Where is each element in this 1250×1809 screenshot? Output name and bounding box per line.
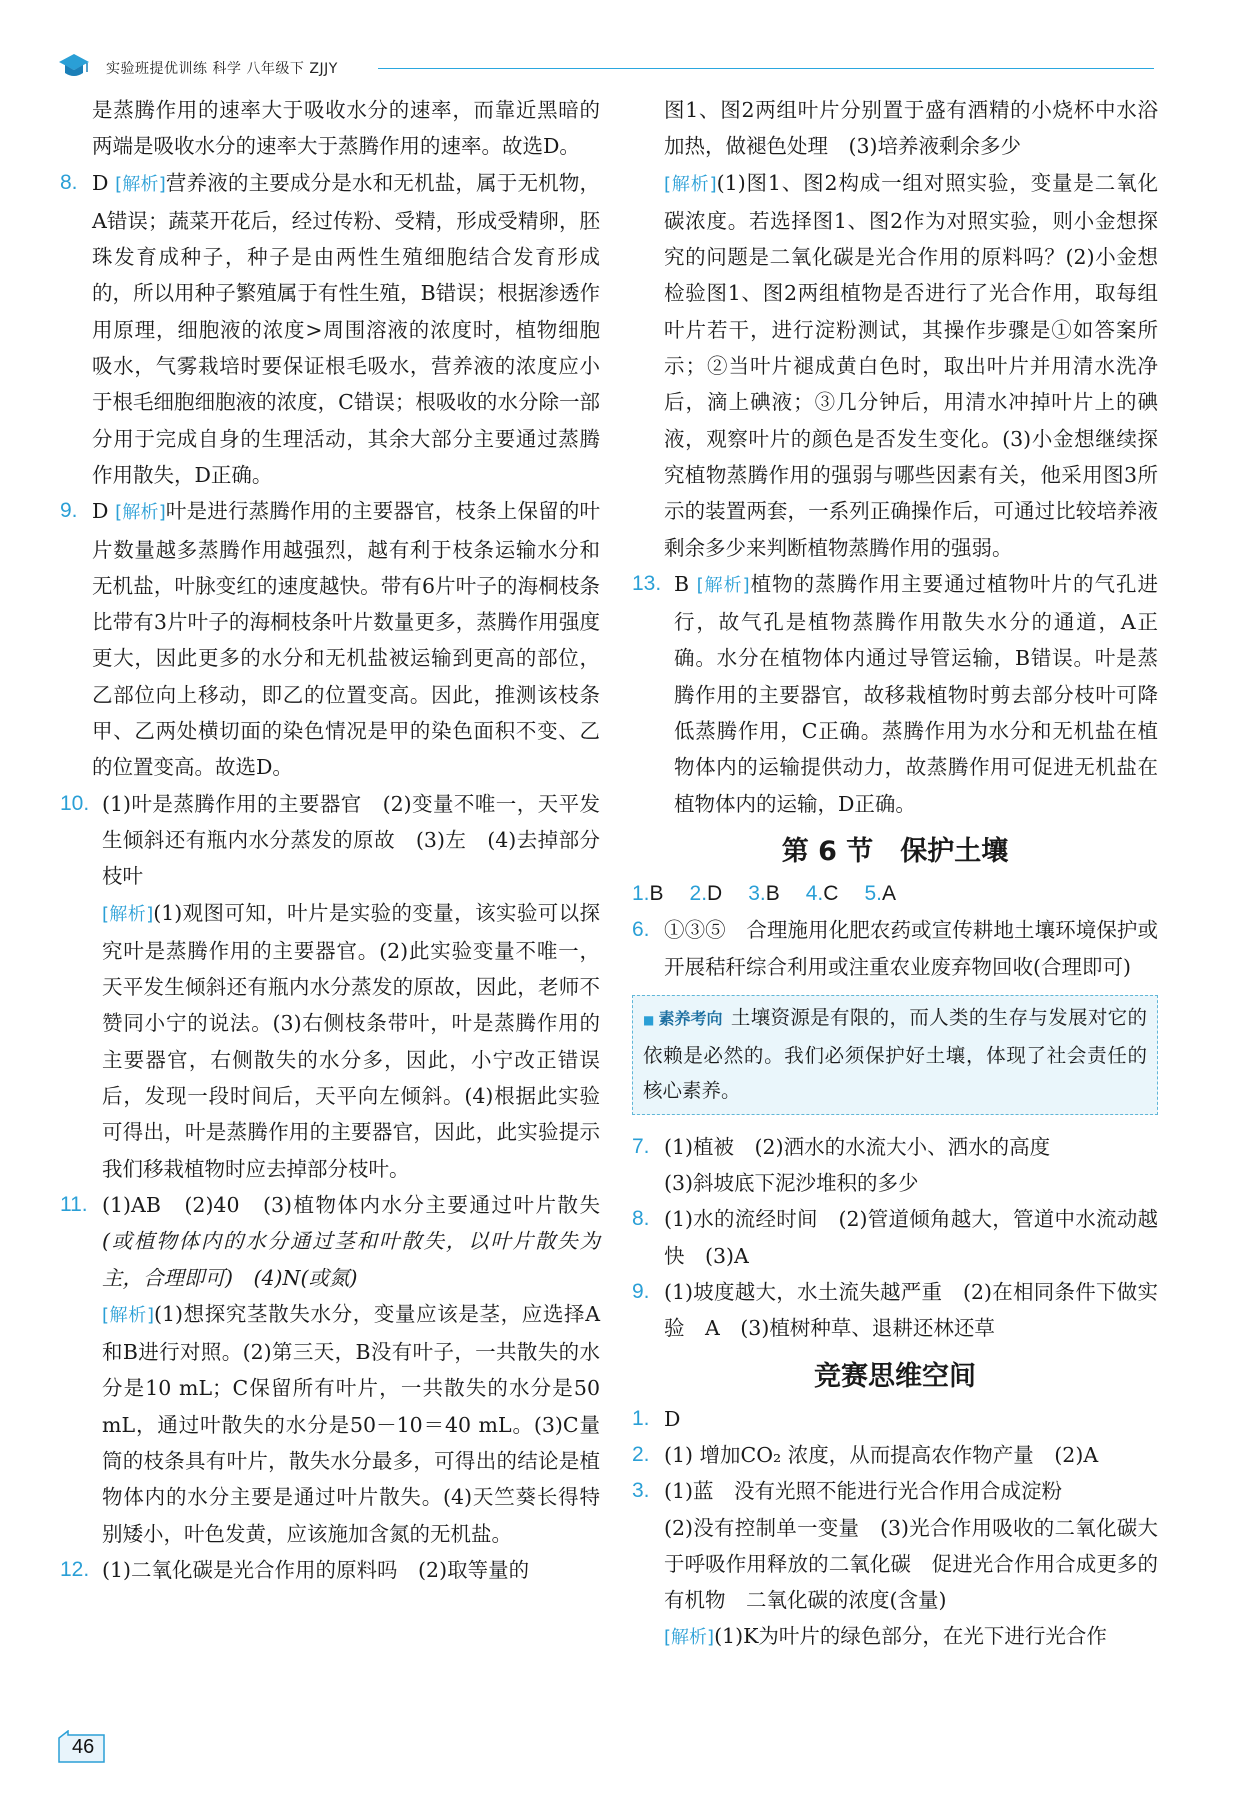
answer: (1)AB (2)40 (3)植物体内水分主要通过叶片散失 (102, 1192, 600, 1217)
answer: (1)植被 (2)洒水的水流大小、洒水的高度 (664, 1134, 1051, 1159)
analysis-tag: [ 解析 ] (115, 502, 166, 523)
question-7 (632, 1129, 1158, 1202)
question-number: 6. (632, 918, 650, 942)
analysis-tag: [ 解析 ] (664, 1627, 714, 1648)
answer: B (765, 881, 780, 905)
analysis-text: (1)图1、图2构成一组对照实验，变量是二氧化碳浓度。若选择图1、图2作为对照实验，则小金想探究的问题是二氧化碳是光合作用的原料吗？(2)小金想检验图1、图2两组植物是否进行了光合作用，取每组叶片若干，进行淀粉测试，其操作步骤是①如答案所示；②当叶片褪成黄白色时，取出叶片并用清水洗净后，滴上碘液；③几分钟后，用清水冲掉叶片上的碘液，观察叶片的颜色是否发生变化。(3)小金想继续探究植物蒸腾作用的强弱与哪些因素有关，他采用图3所示的装置两套，一系列正确操作后，可通过比较培养液剩余多少来判断植物蒸腾作用的强弱。 (664, 170, 1159, 560)
question-number: 8. (632, 1207, 650, 1231)
answer: D (664, 1406, 681, 1431)
question-2 (632, 1437, 1158, 1473)
book-title: 实验班提优训练 科学 八年级下 ZJJY (106, 61, 338, 77)
question-number: 7. (632, 1134, 650, 1158)
callout-text: 土壤资源是有限的，而人类的生存与发展对它的依赖是必然的。我们必须保护好土壤，体现了社会责任的核心素养。 (643, 1005, 1147, 1102)
analysis-tag: [ 解析 ] (102, 904, 153, 925)
answer: B (649, 881, 664, 905)
question-9 (632, 1274, 1158, 1347)
question-number: 3. (748, 881, 766, 905)
answer: (2)没有控制单一变量 (3)光合作用吸收的二氧化碳大于呼吸作用释放的二氧化碳 促进光合作用合成更多的有机物 二氧化碳的浓度(含量) (664, 1515, 1158, 1613)
answer: D (92, 499, 109, 524)
question-11 (60, 1187, 600, 1552)
question-8 (60, 165, 600, 494)
analysis-tag: [ 解析 ] (115, 174, 166, 195)
question-6 (632, 912, 1158, 985)
question-13 (632, 566, 1158, 822)
question-3 (632, 1473, 1158, 1618)
callout-tag: ■ 素养考向 (643, 1001, 723, 1038)
analysis-text: (1)K为叶片的绿色部分，在光下进行光合作 (714, 1624, 1107, 1649)
question-1 (632, 1401, 1158, 1437)
answer: ①③⑤ 合理施用化肥农药或宣传耕地土壤环境保护或开展秸秆综合利用或注重农业废弃物回收(合理即可) (664, 918, 1158, 979)
answer: A (881, 881, 896, 905)
question-9 (60, 493, 600, 785)
answer: C (823, 881, 839, 905)
question-12 (60, 1552, 600, 1588)
analysis-text: 营养液的主要成分是水和无机盐，属于无机物，A错误；蔬菜开花后，经过传粉、受精，形成受精卵，胚珠发育成种子，种子是由两性生殖细胞结合发育形成的，所以用种子繁殖属于有性生殖，B错误；根据渗透作用原理，细胞液的浓度>周围溶液的浓度时，植物细胞吸水，气雾栽培时要保证根毛吸水，营养液的浓度应小于根毛细胞细胞液的浓度，C错误；根吸收的水分除一部分用于完成自身的生理活动，其余大部分主要通过蒸腾作用散失，D正确。 (92, 170, 601, 487)
answer: (3)斜坡底下泥沙堆积的多少 (664, 1171, 919, 1196)
section-title: 竞赛思维空间 (814, 1360, 976, 1392)
question-number: 5. (864, 881, 882, 905)
answer: (1)水的流经时间 (2)管道倾角越大，管道中水流动越快 (3)A (664, 1207, 1158, 1268)
mc-answer (864, 876, 896, 912)
question-number: 12. (60, 1557, 90, 1581)
analysis-text: 叶是进行蒸腾作用的主要器官，枝条上保留的叶片数量越多蒸腾作用越强烈，越有利于枝条运输水分和无机盐，叶脉变红的速度越快。带有6片叶子的海桐枝条比带有3片叶子的海桐枝条叶片数量更多，蒸腾作用强度更大，因此更多的水分和无机盐被运输到更高的部位，乙部位向上移动，即乙的位置变高。因此，推测该枝条甲、乙两处横切面的染色情况是甲的染色面积不变、乙的位置变高。故选D。 (92, 499, 601, 780)
graduation-cap-icon (58, 52, 90, 82)
question-number: 8. (60, 170, 78, 194)
question-number: 1. (632, 881, 650, 905)
answer: (1)坡度越大，水土流失越严重 (2)在相同条件下做实验 A (3)植树种草、退耕还林还草 (664, 1280, 1158, 1341)
question-number: 3. (632, 1479, 650, 1503)
literacy-callout (632, 995, 1158, 1115)
mc-answer (690, 876, 723, 912)
question-number: 11. (60, 1192, 88, 1216)
analysis-tag: [ 解析 ] (102, 1305, 154, 1326)
answer: D (707, 881, 723, 905)
question-10 (60, 786, 600, 1187)
question-number: 1. (632, 1406, 650, 1430)
analysis-tag: [ 解析 ] (664, 174, 717, 195)
analysis-text: 植物的蒸腾作用主要通过植物叶片的气孔进行，故气孔是植物蒸腾作用散失水分的通道，A正确。水分在植物体内通过导管运输，B错误。叶是蒸腾作用的主要器官，故移栽植物时剪去部分枝叶可降低蒸腾作用，C正确。蒸腾作用为水分和无机盐在植物体内的运输提供动力，故蒸腾作用可促进无机盐在植物体内的运输，D正确。 (674, 571, 1158, 816)
mc-answer (748, 876, 780, 912)
mc-answer (632, 876, 664, 912)
answer: (1) 增加CO₂ 浓度，从而提高农作物产量 (2)A (664, 1442, 1099, 1467)
page-header (58, 52, 1154, 82)
answer-note: (或植物体内的水分通过茎和叶散失，以叶片散失为主，合理即可) (4)N(或氮) (102, 1229, 600, 1290)
question-number: 2. (689, 881, 708, 905)
q12-answer-continued: 图1、图2两组叶片分别置于盛有酒精的小烧杯中水浴加热，做褪色处理 (3)培养液剩余多少 (664, 98, 1158, 159)
mc-answer (806, 876, 839, 912)
answer: (1)叶是蒸腾作用的主要器官 (2)变量不唯一，天平发生倾斜还有瓶内水分蒸发的原故 (3)左 (4)去掉部分枝叶 (102, 791, 600, 889)
left-column (60, 92, 600, 1588)
answer: B (674, 571, 690, 596)
answer: (1)二氧化碳是光合作用的原料吗 (2)取等量的 (102, 1557, 530, 1582)
section-title: 第 6 节 保护土壤 (781, 835, 1009, 867)
page-number: 46 (72, 1736, 95, 1758)
question-number: 13. (632, 571, 662, 595)
analysis-text: (1)观图可知，叶片是实验的变量，该实验可以探究叶是蒸腾作用的主要器官。(2)此实验变量不唯一，天平发生倾斜还有瓶内水分蒸发的原故，因此，老师不赞同小宁的说法。(3)右侧枝条带叶，叶是蒸腾作用的主要器官，右侧散失的水分多，因此，小宁改正错误后，发现一段时间后，天平向左倾斜。(4)根据此实验可得出，叶是蒸腾作用的主要器官，因此，此实验提示我们移栽植物时应去掉部分枝叶。 (102, 900, 601, 1181)
answer: D (92, 170, 109, 195)
page-number-badge (58, 1730, 106, 1764)
header-rule (378, 68, 1154, 69)
question-number: 10. (60, 791, 90, 815)
analysis-text: (1)想探究茎散失水分，变量应该是茎，应选择A和B进行对照。(2)第三天，B没有叶子，一共散失的水分是10 mL；C保留所有叶片，一共散失的水分是50 mL，通过叶散失的水分是50－10＝40 mL。(3)C量筒的枝条具有叶片，散失水分最多，可得出的结论是植物体内的水分主要是通过叶片散失。(4)天竺葵长得特别矮小，叶色发黄，应该施加含氮的无机盐。 (102, 1301, 601, 1546)
question-8 (632, 1201, 1158, 1274)
answer: (1)蓝 没有光照不能进行光合作用合成淀粉 (664, 1479, 1063, 1504)
question-number: 2. (632, 1442, 650, 1466)
analysis-tag: [ 解析 ] (697, 575, 750, 596)
right-column (632, 92, 1158, 1657)
question-number: 9. (60, 499, 78, 523)
question-number: 4. (805, 881, 824, 905)
question-number: 9. (632, 1280, 650, 1304)
multiple-choice-answers (632, 876, 1158, 912)
q7-analysis-continued: 是蒸腾作用的速率大于吸收水分的速率，而靠近黑暗的两端是吸收水分的速率大于蒸腾作用的速率。故选D。 (92, 98, 600, 159)
